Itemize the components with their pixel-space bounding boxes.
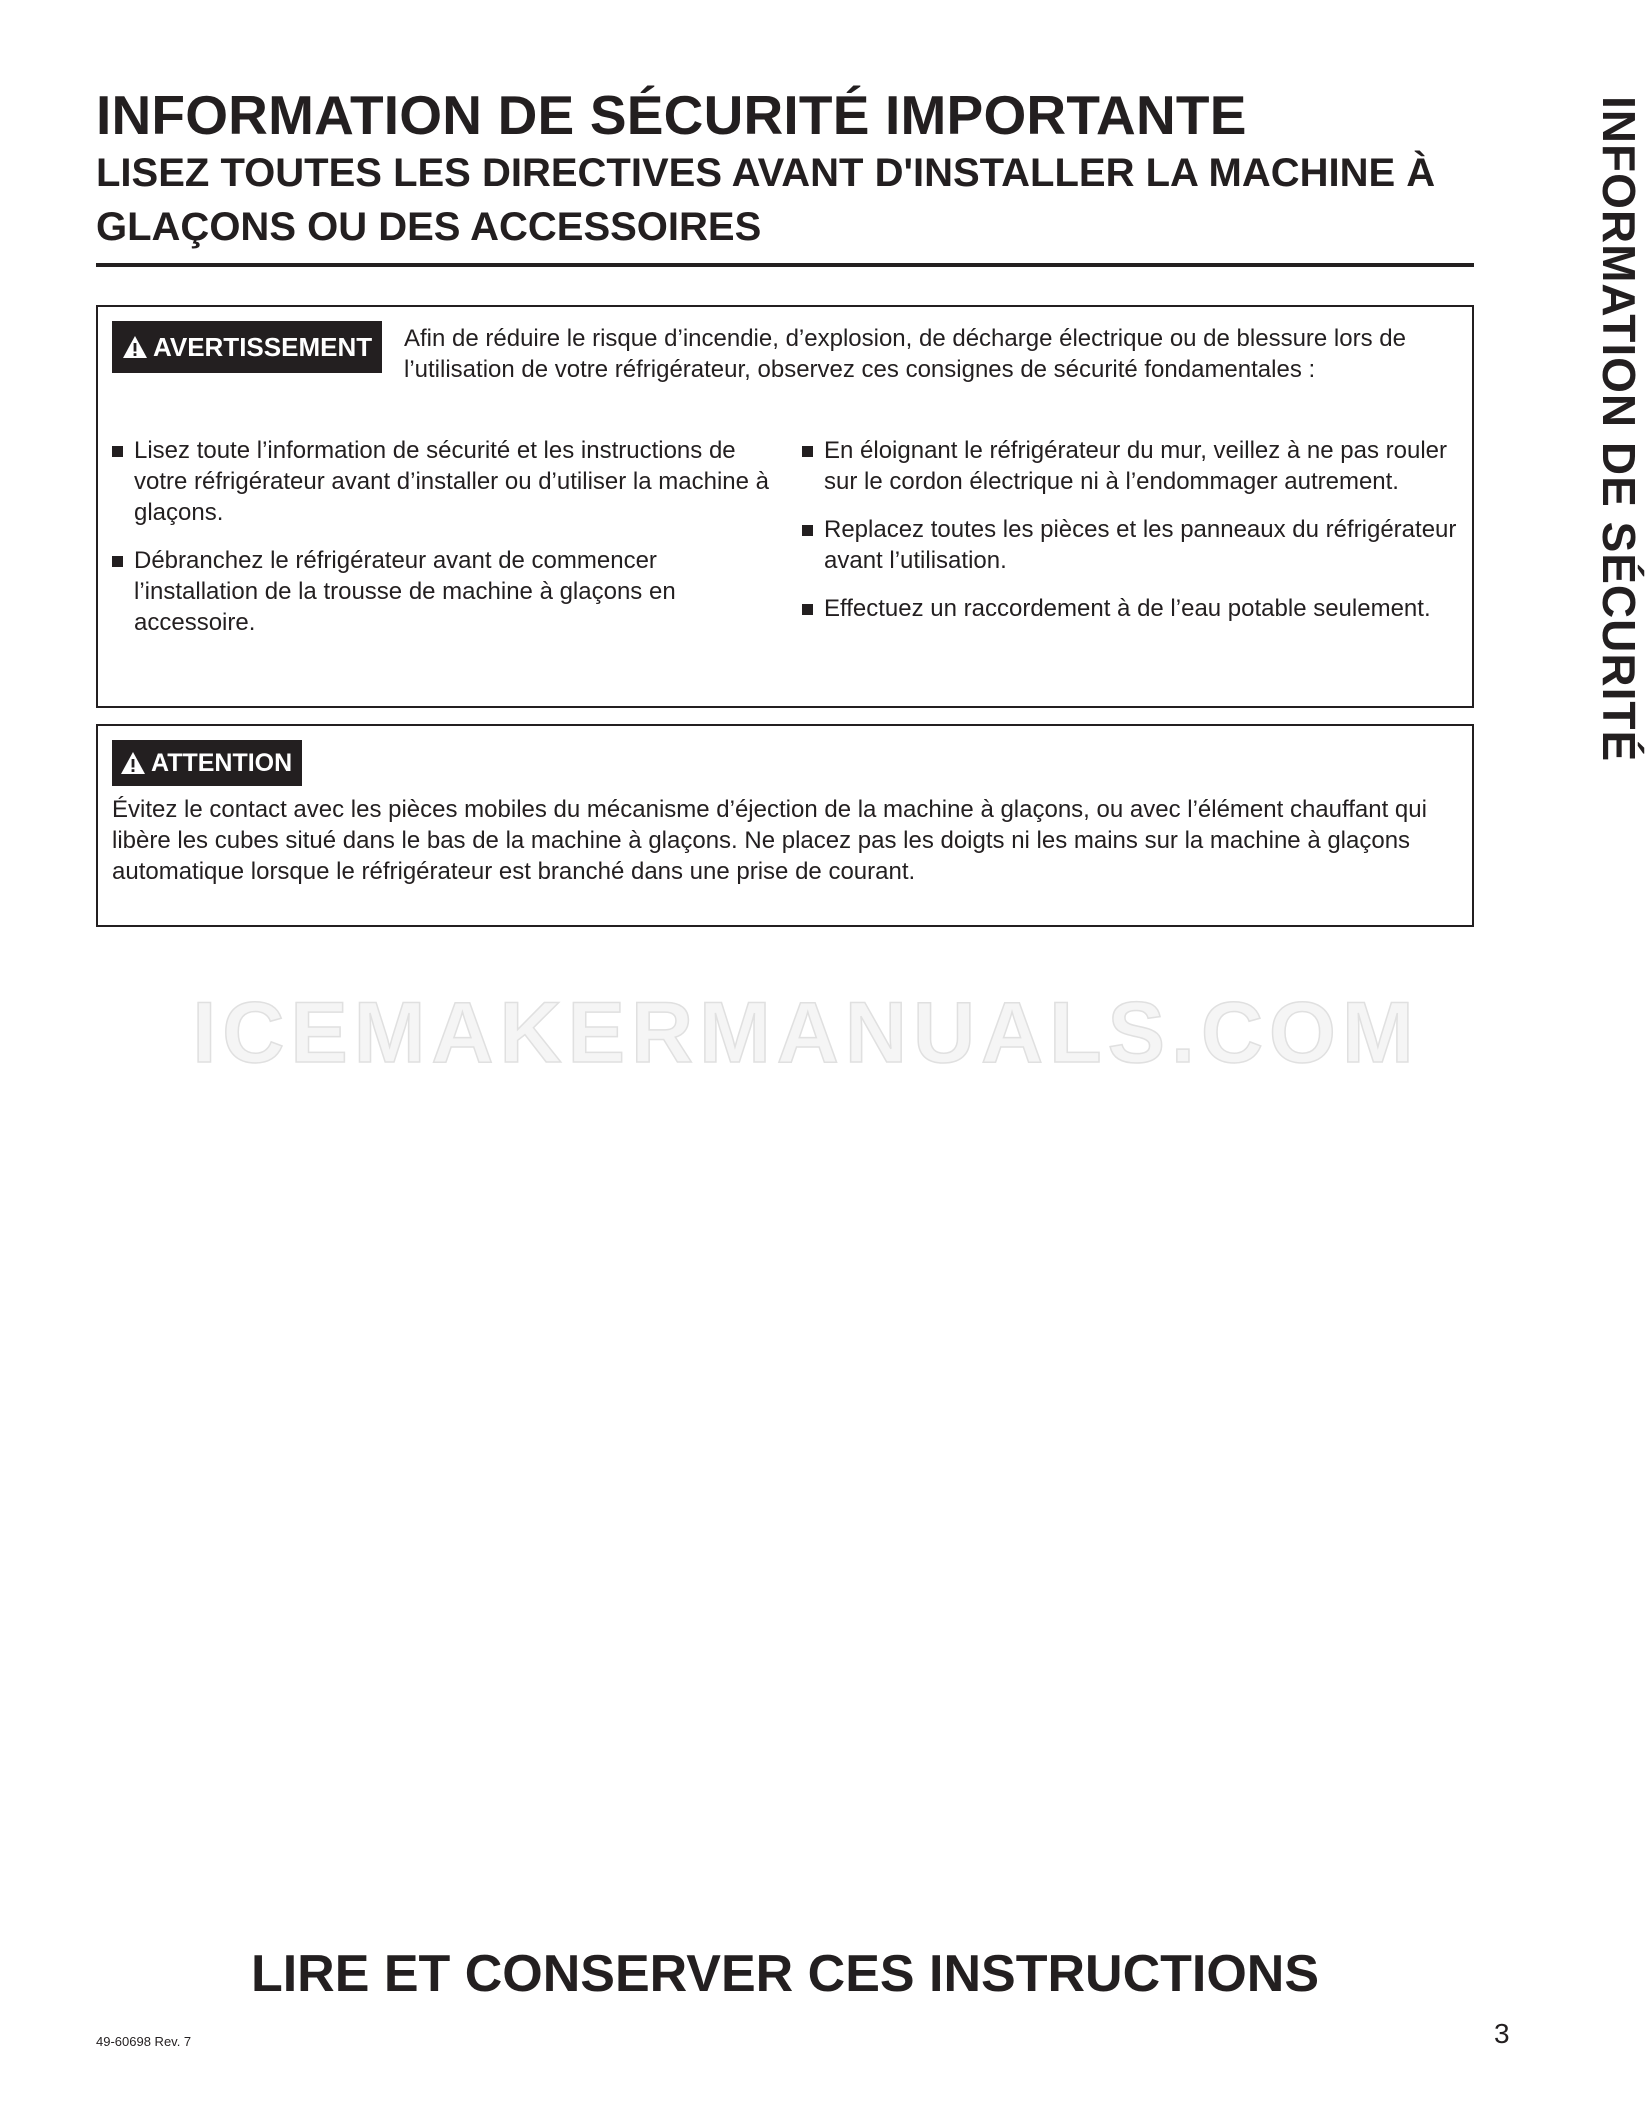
list-item [802,435,1462,497]
document-number: 49-60698 Rev. 7 [96,2034,192,2049]
caution-box [96,724,1474,927]
list-item [112,435,772,528]
list-item-text: Débranchez le réfrigérateur avant de commencer l’installation de la trousse de machine à glaçons en accessoire. [134,547,676,636]
warning-bullets-right [802,435,1462,641]
page-title: INFORMATION DE SÉCURITÉ IMPORTANTE [96,84,1247,146]
warning-triangle-icon [120,751,146,775]
list-item-text: Effectuez un raccordement à de l’eau potable seulement. [824,595,1431,622]
list-item [802,514,1462,576]
square-bullet-icon [112,446,123,457]
caution-text: Évitez le contact avec les pièces mobiles du mécanisme d’éjection de la machine à glaçons, ou avec l’élément chauffant qui libère les cubes situé dans le bas de la machine à glaçons. Ne placez pas les doigts ni les mains sur la machine à glaçons automatique lorsque le réfrigérateur est branché dans une prise de courant. [112,796,1427,885]
square-bullet-icon [802,446,813,457]
title-divider [96,263,1474,267]
warning-triangle-icon [122,335,148,359]
list-item-text: En éloignant le réfrigérateur du mur, veillez à ne pas rouler sur le cordon électrique ni à l’endommager autrement. [824,437,1448,495]
list-item [802,593,1462,624]
warning-box [96,305,1474,708]
warning-label-text: AVERTISSEMENT [153,331,373,362]
warning-label [112,321,382,373]
watermark: ICEMAKERMANUALS.COM [192,985,1420,1081]
warning-intro: Afin de réduire le risque d’incendie, d’explosion, de décharge électrique ou de blessure lors de l’utilisation de votre réfrigérateur, observez ces consignes de sécurité fondamentales : [404,325,1406,383]
caution-label [112,740,302,786]
page-subtitle: LISEZ TOUTES LES DIRECTIVES AVANT D'INSTALLER LA MACHINE À GLAÇONS OU DES ACCESSOIRES [96,151,1436,249]
list-item-text: Lisez toute l’information de sécurité et les instructions de votre réfrigérateur avant d’installer ou d’utiliser la machine à glaçons. [134,437,769,526]
square-bullet-icon [112,556,123,567]
footer-title: LIRE ET CONSERVER CES INSTRUCTIONS [250,1945,1320,2003]
square-bullet-icon [802,525,813,536]
side-section-tab: INFORMATION DE SÉCURITÉ [1593,96,1645,763]
list-item [112,545,772,638]
list-item-text: Replacez toutes les pièces et les panneaux du réfrigérateur avant l’utilisation. [824,516,1457,574]
warning-bullets-left [112,435,772,655]
square-bullet-icon [802,604,813,615]
page-number: 3 [1494,2018,1510,2049]
caution-label-text: ATTENTION [151,748,293,777]
